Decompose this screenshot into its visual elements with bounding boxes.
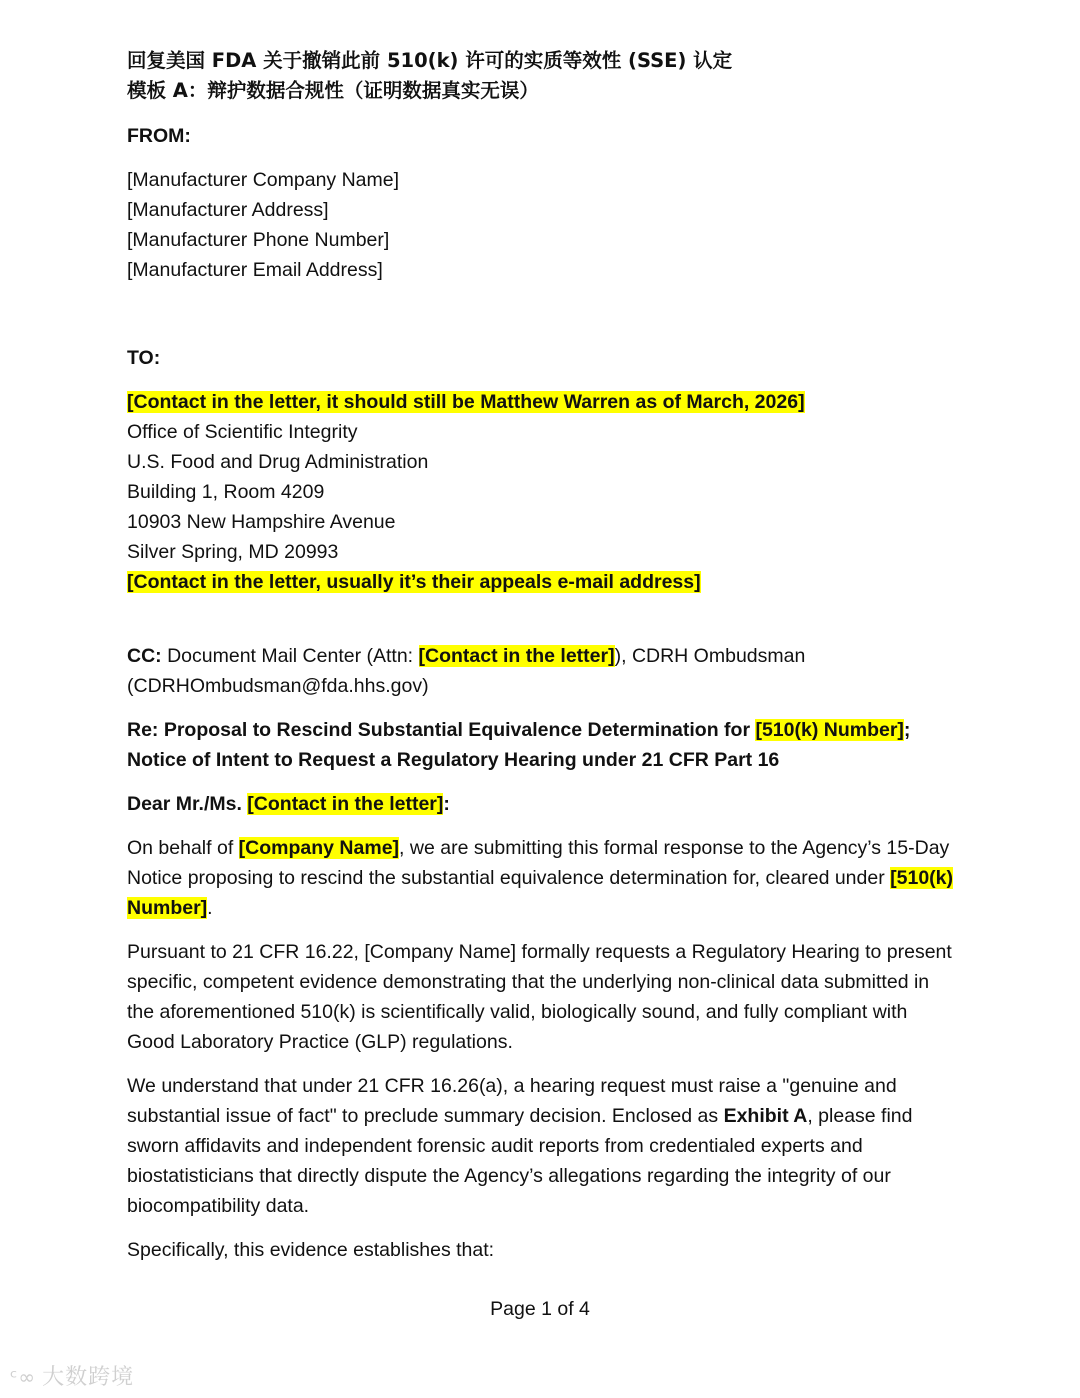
cc-text-after: ), CDRH Ombudsman (CDRHOmbudsman@fda.hhs.gov) (127, 645, 806, 697)
paragraph-4: Specifically, this evidence establishes that: (127, 1239, 495, 1261)
p1-after: . (207, 897, 213, 919)
page-number: Page 1 of 4 (490, 1298, 590, 1320)
p3-before: We understand that under 21 CFR 16.26(a), a hearing request must raise a "genuine and substantial issue of fact" to preclude summary decision. Enclosed as (127, 1075, 897, 1127)
from-phone: [Manufacturer Phone Number] (127, 229, 390, 251)
to-office: Office of Scientific Integrity (127, 421, 358, 443)
re-number-placeholder: [510(k) Number] (755, 719, 904, 741)
to-block (127, 387, 957, 597)
cc-text-before: Document Mail Center (Attn: (161, 645, 419, 667)
salutation-after: : (443, 793, 450, 815)
page-title (127, 46, 957, 106)
p1-company-placeholder: [Company Name] (238, 837, 400, 859)
to-street: 10903 New Hampshire Avenue (127, 511, 396, 533)
salutation-contact-placeholder: [Contact in the letter] (247, 793, 444, 815)
re-text-before: Re: Proposal to Rescind Substantial Equivalence Determination for (127, 719, 756, 741)
paragraph-1 (127, 833, 957, 923)
watermark-logo-icon: ᶜ∞ (10, 1365, 37, 1389)
paragraph-3 (127, 1071, 957, 1221)
title-line-1: 回复美国 FDA 关于撤销此前 510(k) 许可的实质等效性 (SSE) 认定 (127, 49, 733, 72)
cc-line (127, 641, 957, 701)
re-text-after: ; Notice of Intent to Request a Regulatory Hearing under 21 CFR Part 16 (127, 719, 911, 771)
cc-label: CC: (127, 645, 162, 667)
p3-after: , please find sworn affidavits and independent forensic audit reports from credentialed experts and biostatisticians that directly dispute the Agency’s allegations regarding the integrity of our biocompatibility data. (127, 1105, 913, 1217)
p1-before: On behalf of (127, 837, 239, 859)
salutation-before: Dear Mr./Ms. (127, 793, 248, 815)
p1-middle: , we are submitting this formal response to the Agency’s 15-Day Notice proposing to rescind the substantial equivalence determination for, cleared under (127, 837, 950, 889)
to-email-placeholder: [Contact in the letter, usually it’s their appeals e-mail address] (127, 571, 701, 593)
from-block (127, 165, 957, 285)
watermark-text: 大数跨境 (42, 1365, 135, 1390)
cc-contact-placeholder: [Contact in the letter] (418, 645, 615, 667)
from-address: [Manufacturer Address] (127, 199, 329, 221)
re-line (127, 715, 957, 775)
to-contact-placeholder: [Contact in the letter, it should still be Matthew Warren as of March, 2026] (127, 391, 805, 413)
to-building: Building 1, Room 4209 (127, 481, 325, 503)
title-line-2: 模板 A：辩护数据合规性（证明数据真实无误） (127, 79, 539, 102)
to-label: TO: (127, 347, 161, 369)
to-agency: U.S. Food and Drug Administration (127, 451, 429, 473)
watermark (10, 1360, 134, 1391)
salutation (127, 789, 957, 819)
to-city: Silver Spring, MD 20993 (127, 541, 339, 563)
p1-number-placeholder: [510(k) Number] (127, 867, 954, 919)
paragraph-2: Pursuant to 21 CFR 16.22, [Company Name] formally requests a Regulatory Hearing to present specific, competent evidence demonstrating that the underlying non-clinical data submitted in the aforementioned 510(k) is scientifically valid, biologically sound, and fully compliant with Good Laboratory Practice (GLP) regulations. (127, 941, 952, 1053)
p3-exhibit: Exhibit A (723, 1105, 808, 1127)
from-email: [Manufacturer Email Address] (127, 259, 383, 281)
letter-page (127, 46, 957, 1265)
from-company-name: [Manufacturer Company Name] (127, 169, 400, 191)
from-label: FROM: (127, 125, 191, 147)
